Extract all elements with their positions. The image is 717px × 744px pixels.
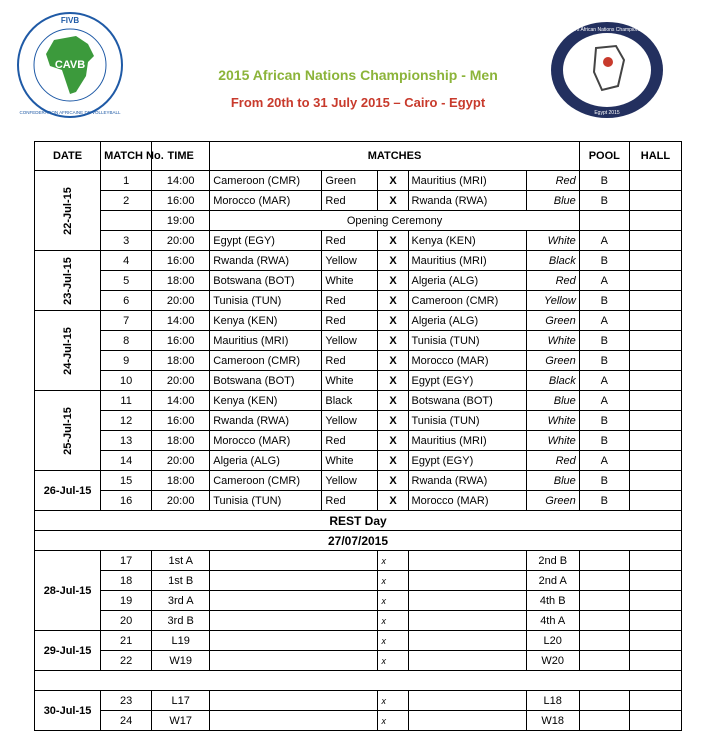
match-slot-home: 3rd A: [152, 591, 210, 611]
versus-mark: x: [378, 591, 408, 611]
match-time: 18:00: [152, 431, 210, 451]
table-row: [35, 391, 682, 411]
table-row: [35, 651, 682, 671]
pool-cell: B: [579, 411, 629, 431]
versus-mark: X: [378, 451, 408, 471]
match-number: 3: [101, 231, 152, 251]
cavb-ring-text: CONFEDERATION AFRICAINE DE VOLLEYBALL: [19, 110, 121, 115]
versus-mark: X: [378, 371, 408, 391]
match-slot-home: W17: [152, 711, 210, 731]
hall-cell: [629, 371, 681, 391]
match-number: 8: [101, 331, 152, 351]
match-number: 10: [101, 371, 152, 391]
home-team: Kenya (KEN): [210, 311, 322, 331]
date-cell: [35, 171, 101, 251]
home-team-color: Red: [322, 231, 378, 251]
pool-cell: A: [579, 451, 629, 471]
match-time: 14:00: [152, 391, 210, 411]
match-time: 19:00: [152, 211, 210, 231]
date-cell: 28-Jul-15: [35, 551, 101, 631]
home-team-color: Yellow: [322, 411, 378, 431]
table-row: [35, 711, 682, 731]
match-number: 6: [101, 291, 152, 311]
match-slot-away: W18: [526, 711, 579, 731]
hall-cell: [629, 631, 681, 651]
away-team-color: Blue: [526, 191, 579, 211]
pool-cell: A: [579, 271, 629, 291]
home-team: [210, 571, 378, 591]
versus-mark: X: [378, 271, 408, 291]
home-team-color: Red: [322, 351, 378, 371]
match-number: 21: [101, 631, 152, 651]
date-label: 22-Jul-15: [61, 186, 74, 235]
pool-cell: [579, 631, 629, 651]
away-team: [408, 591, 526, 611]
date-cell: [35, 251, 101, 311]
table-row: [35, 331, 682, 351]
away-team-color: White: [526, 431, 579, 451]
home-team-color: Red: [322, 431, 378, 451]
match-time: 14:00: [152, 171, 210, 191]
match-time: 20:00: [152, 291, 210, 311]
home-team: [210, 711, 378, 731]
home-team-color: White: [322, 271, 378, 291]
table-row: [35, 491, 682, 511]
pool-cell: B: [579, 171, 629, 191]
hall-cell: [629, 231, 681, 251]
table-row: [35, 691, 682, 711]
pool-cell: B: [579, 491, 629, 511]
hall-cell: [629, 431, 681, 451]
pool-cell: B: [579, 471, 629, 491]
match-time: 20:00: [152, 371, 210, 391]
pool-cell: [579, 651, 629, 671]
away-team: Rwanda (RWA): [408, 191, 526, 211]
match-number: 7: [101, 311, 152, 331]
away-team-color: White: [526, 231, 579, 251]
home-team: Cameroon (CMR): [210, 471, 322, 491]
away-team-color: White: [526, 411, 579, 431]
pool-cell: B: [579, 291, 629, 311]
home-team: [210, 611, 378, 631]
versus-mark: X: [378, 311, 408, 331]
match-slot-away: 2nd B: [526, 551, 579, 571]
match-number: 14: [101, 451, 152, 471]
hall-cell: [629, 591, 681, 611]
match-slot-away: 2nd A: [526, 571, 579, 591]
match-number: 20: [101, 611, 152, 631]
match-number: 17: [101, 551, 152, 571]
home-team: Rwanda (RWA): [210, 411, 322, 431]
away-team: [408, 551, 526, 571]
match-number: 18: [101, 571, 152, 591]
date-label: 23-Jul-15: [61, 256, 74, 305]
table-row: [35, 231, 682, 251]
pool-cell: [579, 211, 629, 231]
match-slot-home: 1st B: [152, 571, 210, 591]
date-cell: 29-Jul-15: [35, 631, 101, 671]
hall-cell: [629, 491, 681, 511]
table-row: [35, 591, 682, 611]
away-team: [408, 651, 526, 671]
table-row: [35, 411, 682, 431]
away-team-color: Yellow: [526, 291, 579, 311]
home-team: Cameroon (CMR): [210, 171, 322, 191]
home-team-color: Red: [322, 311, 378, 331]
pool-cell: [579, 691, 629, 711]
home-team-color: Green: [322, 171, 378, 191]
away-team: [408, 571, 526, 591]
versus-mark: X: [378, 331, 408, 351]
away-team-color: Blue: [526, 471, 579, 491]
table-row: [35, 471, 682, 491]
table-row: [35, 611, 682, 631]
away-team: [408, 631, 526, 651]
versus-mark: X: [378, 411, 408, 431]
match-time: 20:00: [152, 491, 210, 511]
away-team: Algeria (ALG): [408, 311, 526, 331]
versus-mark: X: [378, 171, 408, 191]
pool-cell: A: [579, 311, 629, 331]
rest-day-label: REST Day: [35, 511, 682, 531]
match-time: 16:00: [152, 191, 210, 211]
hall-cell: [629, 331, 681, 351]
table-row: [35, 191, 682, 211]
home-team: Cameroon (CMR): [210, 351, 322, 371]
hall-cell: [629, 351, 681, 371]
hall-cell: [629, 451, 681, 471]
match-slot-home: L19: [152, 631, 210, 651]
versus-mark: X: [378, 351, 408, 371]
hall-cell: [629, 711, 681, 731]
hall-cell: [629, 251, 681, 271]
match-slot-home: 3rd B: [152, 611, 210, 631]
match-time: 18:00: [152, 471, 210, 491]
away-team-color: Red: [526, 171, 579, 191]
away-team: [408, 711, 526, 731]
versus-mark: X: [378, 431, 408, 451]
match-number: 5: [101, 271, 152, 291]
match-slot-away: 4th B: [526, 591, 579, 611]
versus-mark: x: [378, 651, 408, 671]
table-row: [35, 171, 682, 191]
cavb-logo: [14, 10, 126, 120]
pool-cell: B: [579, 351, 629, 371]
match-number: 23: [101, 691, 152, 711]
rest-day-date: 27/07/2015: [35, 531, 682, 551]
home-team: Botswana (BOT): [210, 371, 322, 391]
cavb-logo-text: CAVB: [54, 59, 86, 71]
away-team-color: Red: [526, 451, 579, 471]
match-slot-home: W19: [152, 651, 210, 671]
date-cell: [35, 391, 101, 471]
away-team-color: Green: [526, 351, 579, 371]
match-slot-away: W20: [526, 651, 579, 671]
away-team: [408, 611, 526, 631]
spacer-row: [35, 671, 682, 691]
versus-mark: x: [378, 631, 408, 651]
versus-mark: X: [378, 251, 408, 271]
table-row: [35, 571, 682, 591]
page-title: 2015 African Nations Championship - Men: [218, 67, 498, 83]
match-time: 14:00: [152, 311, 210, 331]
column-header-time: TIME: [152, 142, 210, 171]
schedule-table: [34, 141, 682, 731]
home-team: [210, 551, 378, 571]
pool-cell: [579, 551, 629, 571]
match-number: 24: [101, 711, 152, 731]
versus-mark: X: [378, 191, 408, 211]
away-team: Tunisia (TUN): [408, 411, 526, 431]
hall-cell: [629, 571, 681, 591]
match-number: 16: [101, 491, 152, 511]
home-team-color: Yellow: [322, 331, 378, 351]
versus-mark: x: [378, 611, 408, 631]
table-row: [35, 451, 682, 471]
versus-mark: X: [378, 491, 408, 511]
home-team: Botswana (BOT): [210, 271, 322, 291]
match-number: 2: [101, 191, 152, 211]
date-cell: 26-Jul-15: [35, 471, 101, 511]
hall-cell: [629, 691, 681, 711]
table-row: [35, 311, 682, 331]
hall-cell: [629, 171, 681, 191]
hall-cell: [629, 211, 681, 231]
home-team-color: Black: [322, 391, 378, 411]
away-team-color: Green: [526, 311, 579, 331]
match-slot-away: 4th A: [526, 611, 579, 631]
home-team: Egypt (EGY): [210, 231, 322, 251]
home-team: [210, 631, 378, 651]
match-number: 11: [101, 391, 152, 411]
hall-cell: [629, 471, 681, 491]
hall-cell: [629, 191, 681, 211]
hall-cell: [629, 271, 681, 291]
home-team: [210, 691, 378, 711]
away-team: Mauritius (MRI): [408, 251, 526, 271]
versus-mark: x: [378, 691, 408, 711]
away-team: Kenya (KEN): [408, 231, 526, 251]
match-number: 13: [101, 431, 152, 451]
home-team: Algeria (ALG): [210, 451, 322, 471]
match-time: 16:00: [152, 251, 210, 271]
match-number: 4: [101, 251, 152, 271]
pool-cell: [579, 591, 629, 611]
away-team: Mauritius (MRI): [408, 171, 526, 191]
pool-cell: [579, 611, 629, 631]
match-slot-home: 1st A: [152, 551, 210, 571]
pool-cell: A: [579, 231, 629, 251]
away-team: Botswana (BOT): [408, 391, 526, 411]
home-team-color: Red: [322, 191, 378, 211]
match-time: 20:00: [152, 451, 210, 471]
match-number: 19: [101, 591, 152, 611]
column-header-hall: HALL: [629, 142, 681, 171]
hall-cell: [629, 311, 681, 331]
home-team: Mauritius (MRI): [210, 331, 322, 351]
table-row: [35, 551, 682, 571]
pool-cell: [579, 571, 629, 591]
column-header-date: DATE: [35, 142, 101, 171]
versus-mark: x: [378, 571, 408, 591]
versus-mark: X: [378, 471, 408, 491]
pool-cell: [579, 711, 629, 731]
home-team-color: White: [322, 451, 378, 471]
match-slot-away: L18: [526, 691, 579, 711]
date-label: 25-Jul-15: [61, 406, 74, 455]
hall-cell: [629, 651, 681, 671]
table-row: [35, 211, 682, 231]
home-team: Tunisia (TUN): [210, 291, 322, 311]
championship-year-text: Egypt 2015: [594, 110, 620, 116]
away-team: Mauritius (MRI): [408, 431, 526, 451]
date-cell: [35, 311, 101, 391]
away-team: Egypt (EGY): [408, 451, 526, 471]
match-time: 18:00: [152, 271, 210, 291]
column-header-pool: POOL: [579, 142, 629, 171]
home-team-color: Yellow: [322, 251, 378, 271]
away-team-color: Red: [526, 271, 579, 291]
away-team: Morocco (MAR): [408, 351, 526, 371]
table-row: [35, 371, 682, 391]
page-subtitle: From 20th to 31 July 2015 – Cairo - Egypt: [230, 95, 486, 110]
match-number: 15: [101, 471, 152, 491]
away-team-color: Black: [526, 371, 579, 391]
table-row: [35, 631, 682, 651]
away-team-color: Green: [526, 491, 579, 511]
pool-cell: B: [579, 191, 629, 211]
home-team: [210, 651, 378, 671]
away-team: Tunisia (TUN): [408, 331, 526, 351]
match-number: [101, 211, 152, 231]
date-cell: 30-Jul-15: [35, 691, 101, 731]
match-number: 12: [101, 411, 152, 431]
ceremony-label: Opening Ceremony: [210, 211, 580, 231]
home-team-color: Red: [322, 491, 378, 511]
away-team-color: Blue: [526, 391, 579, 411]
championship-ring-text: Men's African Nations Championship: [566, 27, 648, 33]
versus-mark: X: [378, 231, 408, 251]
match-number: 22: [101, 651, 152, 671]
hall-cell: [629, 551, 681, 571]
pool-cell: B: [579, 431, 629, 451]
home-team-color: White: [322, 371, 378, 391]
hall-cell: [629, 611, 681, 631]
away-team: Algeria (ALG): [408, 271, 526, 291]
home-team: Tunisia (TUN): [210, 491, 322, 511]
match-time: 16:00: [152, 411, 210, 431]
table-row: [35, 291, 682, 311]
match-number: 9: [101, 351, 152, 371]
home-team: Morocco (MAR): [210, 191, 322, 211]
match-time: 18:00: [152, 351, 210, 371]
date-label: 24-Jul-15: [61, 326, 74, 375]
versus-mark: x: [378, 711, 408, 731]
away-team-color: White: [526, 331, 579, 351]
fivb-logo-text: FIVB: [60, 16, 80, 25]
away-team: [408, 691, 526, 711]
home-team-color: Red: [322, 291, 378, 311]
match-time: 16:00: [152, 331, 210, 351]
hall-cell: [629, 291, 681, 311]
match-time: 20:00: [152, 231, 210, 251]
match-slot-home: L17: [152, 691, 210, 711]
away-team: Cameroon (CMR): [408, 291, 526, 311]
away-team-color: Black: [526, 251, 579, 271]
match-slot-away: L20: [526, 631, 579, 651]
championship-logo: [548, 20, 666, 120]
match-number: 1: [101, 171, 152, 191]
pool-cell: B: [579, 331, 629, 351]
home-team: [210, 591, 378, 611]
table-row: [35, 431, 682, 451]
table-row: [35, 271, 682, 291]
away-team: Egypt (EGY): [408, 371, 526, 391]
home-team: Morocco (MAR): [210, 431, 322, 451]
pool-cell: A: [579, 371, 629, 391]
column-header-match-no: MATCH No.: [101, 142, 152, 171]
table-row: [35, 351, 682, 371]
away-team: Rwanda (RWA): [408, 471, 526, 491]
away-team: Morocco (MAR): [408, 491, 526, 511]
versus-mark: x: [378, 551, 408, 571]
versus-mark: X: [378, 291, 408, 311]
table-row: [35, 251, 682, 271]
home-team: Kenya (KEN): [210, 391, 322, 411]
pool-cell: B: [579, 251, 629, 271]
column-header-matches: MATCHES: [210, 142, 580, 171]
pool-cell: A: [579, 391, 629, 411]
versus-mark: X: [378, 391, 408, 411]
hall-cell: [629, 391, 681, 411]
home-team: Rwanda (RWA): [210, 251, 322, 271]
home-team-color: Yellow: [322, 471, 378, 491]
hall-cell: [629, 411, 681, 431]
